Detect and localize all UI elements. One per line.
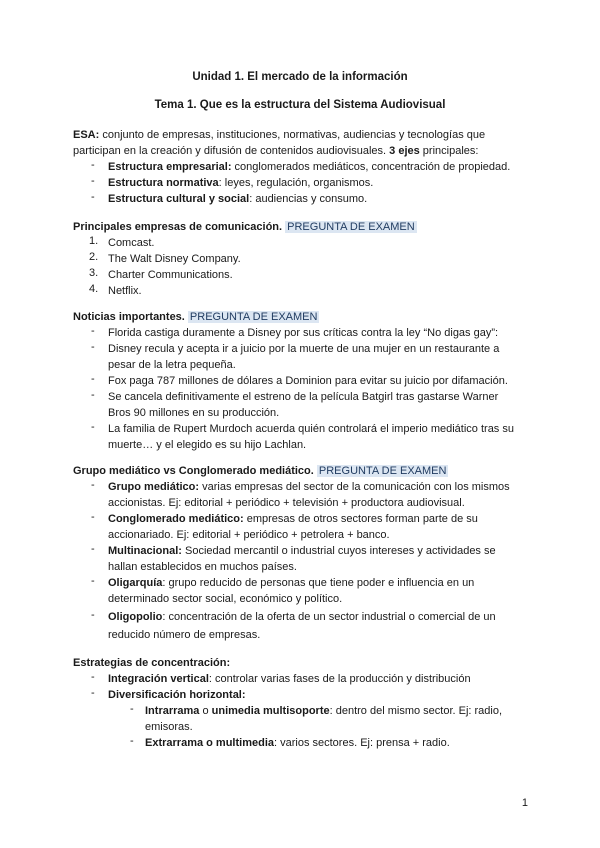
definition: Sociedad mercantil o industrial cuyos intereses y actividades se <box>181 545 496 557</box>
esa-item-rest: : leyes, regulación, organismos. <box>218 177 374 189</box>
list-item: Se cancela definitivamente el estreno de la película Batgirl tras gastarse Warner <box>108 391 499 403</box>
connector: o <box>199 705 212 717</box>
list-item <box>108 511 478 527</box>
list-item: La familia de Rupert Murdoch acuerda quién controlará el imperio mediático tras su <box>108 423 514 435</box>
exam-tag: PREGUNTA DE EXAMEN <box>287 221 415 233</box>
list-item <box>108 191 367 207</box>
page-subtitle <box>0 99 600 111</box>
sub-list-item-continued: emisoras. <box>145 721 193 733</box>
list-item: The Walt Disney Company. <box>108 253 241 265</box>
groups-heading <box>73 463 448 479</box>
term: unimedia multisoporte <box>211 705 330 717</box>
term: Oligarquía <box>108 577 163 589</box>
list-item <box>108 159 510 175</box>
companies-heading-text: Principales empresas de comunicación. <box>73 221 283 233</box>
sub-list-item <box>145 735 450 751</box>
list-item <box>108 609 496 625</box>
definition: : controlar varias fases de la producción y distribución <box>208 673 471 685</box>
term: Multinacional: <box>108 545 182 557</box>
document-page: Unidad 1. El mercado de la información Tema 1. Que es la estructura del Sistema Audiovisual ESA: conjunto de empresas, instituciones, normativas, audiencias y tecnologías que participan en la creación y difusión de contenidos audiovisuales. 3 ejes principales: - Estructura empresarial: conglomerados mediáticos, concentración de propiedad. - Estructura normativa: leyes, regulación, organismos. - Estructura cultural y social: audiencias y consumo. Principales empresas de comunicación. PREGUNTA DE EXAMEN 1. Comcast. 2. The Walt Disney Company. 3. Charter Communications. 4. Netflix. Noticias importantes. PREGUNTA DE EXAMEN - Florida castiga duramente a Disney por sus críticas contra la ley “No digas gay”: - Disney recula y acepta ir a juicio por la muerte de una mujer en un restaurante a pesar de la letra pequeña. - Fox paga 787 millones de dólares a Dominion para evitar su juicio por difamación. - Se cancela definitivamente el estreno de la película Batgirl tras gastarse Warner Bros 90 millones en su producción. - La familia de Rupert Murdoch acuerda quién controlará el imperio mediático tras su muerte… y el elegido es su hijo Lachlan. Grupo mediático vs Conglomerado mediático. PREGUNTA DE EXAMEN - Grupo mediático: varias empresas del sector de la comunicación con los mismos accionistas. Ej: editorial + periódico + televisión + productora audiovisual. - Conglomerado mediático: empresas de otros sectores forman parte de su accionariado. Ej: editorial + periódico + petrolera + banco. - Multinacional: Sociedad mercantil o industrial cuyos intereses y actividades se hallan establecidos en muchos países. - Oligarquía: grupo reducido de personas que tiene poder e influencia en un determinado sector social, económico y político. - Oligopolio: concentración de la oferta de un sector industrial o comercial de un reducido número de empresas. Estrategias de concentración: - Integración vertical: controlar varias fases de la producción y distribución - Diversificación horizontal: - Intrarrama o unimedia multisoporte: dentro del mismo sector. Ej: radio, emisoras. - Extrarrama o multimedia: varios sectores. Ej: prensa + radio. 1 <box>0 0 600 848</box>
news-heading-text: Noticias importantes. <box>73 311 185 323</box>
exam-tag: PREGUNTA DE EXAMEN <box>189 311 318 323</box>
term: Conglomerado mediático: <box>108 513 244 525</box>
esa-text2b: 3 ejes <box>389 145 420 157</box>
term: Extrarrama o multimedia <box>145 737 274 749</box>
strategies-heading: Estrategias de concentración: <box>73 657 231 669</box>
sub-list-item <box>145 703 502 719</box>
definition: : concentración de la oferta de un sector industrial o comercial de un <box>162 611 496 623</box>
esa-definition-line1 <box>73 127 485 143</box>
page-number: 1 <box>521 797 528 809</box>
list-item <box>108 671 471 687</box>
definition: empresas de otros sectores forman parte de su <box>243 513 478 525</box>
esa-item-bold: Estructura empresarial: <box>108 161 232 173</box>
definition: : dentro del mismo sector. Ej: radio, <box>329 705 503 717</box>
list-item-continued: determinado sector social, económico y político. <box>108 593 343 605</box>
esa-text2a: participan en la creación y difusión de contenidos audiovisuales. <box>73 145 390 157</box>
esa-item-rest: conglomerados mediáticos, concentración de propiedad. <box>231 161 511 173</box>
term: Oligopolio <box>108 611 163 623</box>
list-item: Florida castiga duramente a Disney por sus críticas contra la ley “No digas gay”: <box>108 327 499 339</box>
list-number: 3. <box>89 267 99 279</box>
list-item: Comcast. <box>108 237 155 249</box>
page-title: Unidad 1. El mercado de la información <box>192 71 408 83</box>
list-item: Charter Communications. <box>108 269 233 281</box>
list-item: Diversificación horizontal: <box>108 689 246 701</box>
list-item <box>108 575 474 591</box>
list-number: 4. <box>89 283 99 295</box>
list-number: 2. <box>89 251 99 263</box>
term: Grupo mediático: <box>108 481 200 493</box>
esa-text1: conjunto de empresas, instituciones, normativas, audiencias y tecnologías que <box>99 129 486 141</box>
term: Integración vertical <box>108 673 209 685</box>
list-item: Netflix. <box>108 285 142 297</box>
list-item-continued: pesar de la letra pequeña. <box>108 359 236 371</box>
definition: : grupo reducido de personas que tiene poder e influencia en un <box>162 577 475 589</box>
list-item: Fox paga 787 millones de dólares a Dominion para evitar su juicio por difamación. <box>108 375 508 387</box>
groups-heading-text: Grupo mediático vs Conglomerado mediático. <box>73 465 314 477</box>
definition: varias empresas del sector de la comunicación con los mismos <box>199 481 510 493</box>
list-item-continued: Bros 90 millones en su producción. <box>108 407 280 419</box>
esa-text2c: principales: <box>419 145 479 157</box>
list-item-continued: accionistas. Ej: editorial + periódico + televisión + productora audiovisual. <box>108 497 465 509</box>
term: Intrarrama <box>145 705 200 717</box>
list-item <box>108 175 373 191</box>
list-item <box>108 479 510 495</box>
subtitle-text: Tema 1. Que es la estructura del Sistema Audiovisual <box>154 99 446 111</box>
list-item-continued: reducido número de empresas. <box>108 629 261 641</box>
list-item-continued: hallan establecidos en muchos países. <box>108 561 297 573</box>
list-item-continued: accionariado. Ej: editorial + periódico + petrolera + banco. <box>108 529 390 541</box>
list-item <box>108 543 496 559</box>
esa-item-bold: Estructura cultural y social <box>108 193 250 205</box>
companies-heading <box>73 219 417 235</box>
news-heading <box>73 309 319 325</box>
esa-item-bold: Estructura normativa <box>108 177 219 189</box>
exam-tag: PREGUNTA DE EXAMEN <box>318 465 447 477</box>
definition: : varios sectores. Ej: prensa + radio. <box>274 737 450 749</box>
esa-item-rest: : audiencias y consumo. <box>249 193 368 205</box>
esa-definition-line2 <box>73 143 478 159</box>
list-item-continued: muerte… y el elegido es su hijo Lachlan. <box>108 439 307 451</box>
list-item: Disney recula y acepta ir a juicio por la muerte de una mujer en un restaurante a <box>108 343 500 355</box>
esa-label: ESA: <box>73 129 100 141</box>
list-number: 1. <box>89 235 99 247</box>
